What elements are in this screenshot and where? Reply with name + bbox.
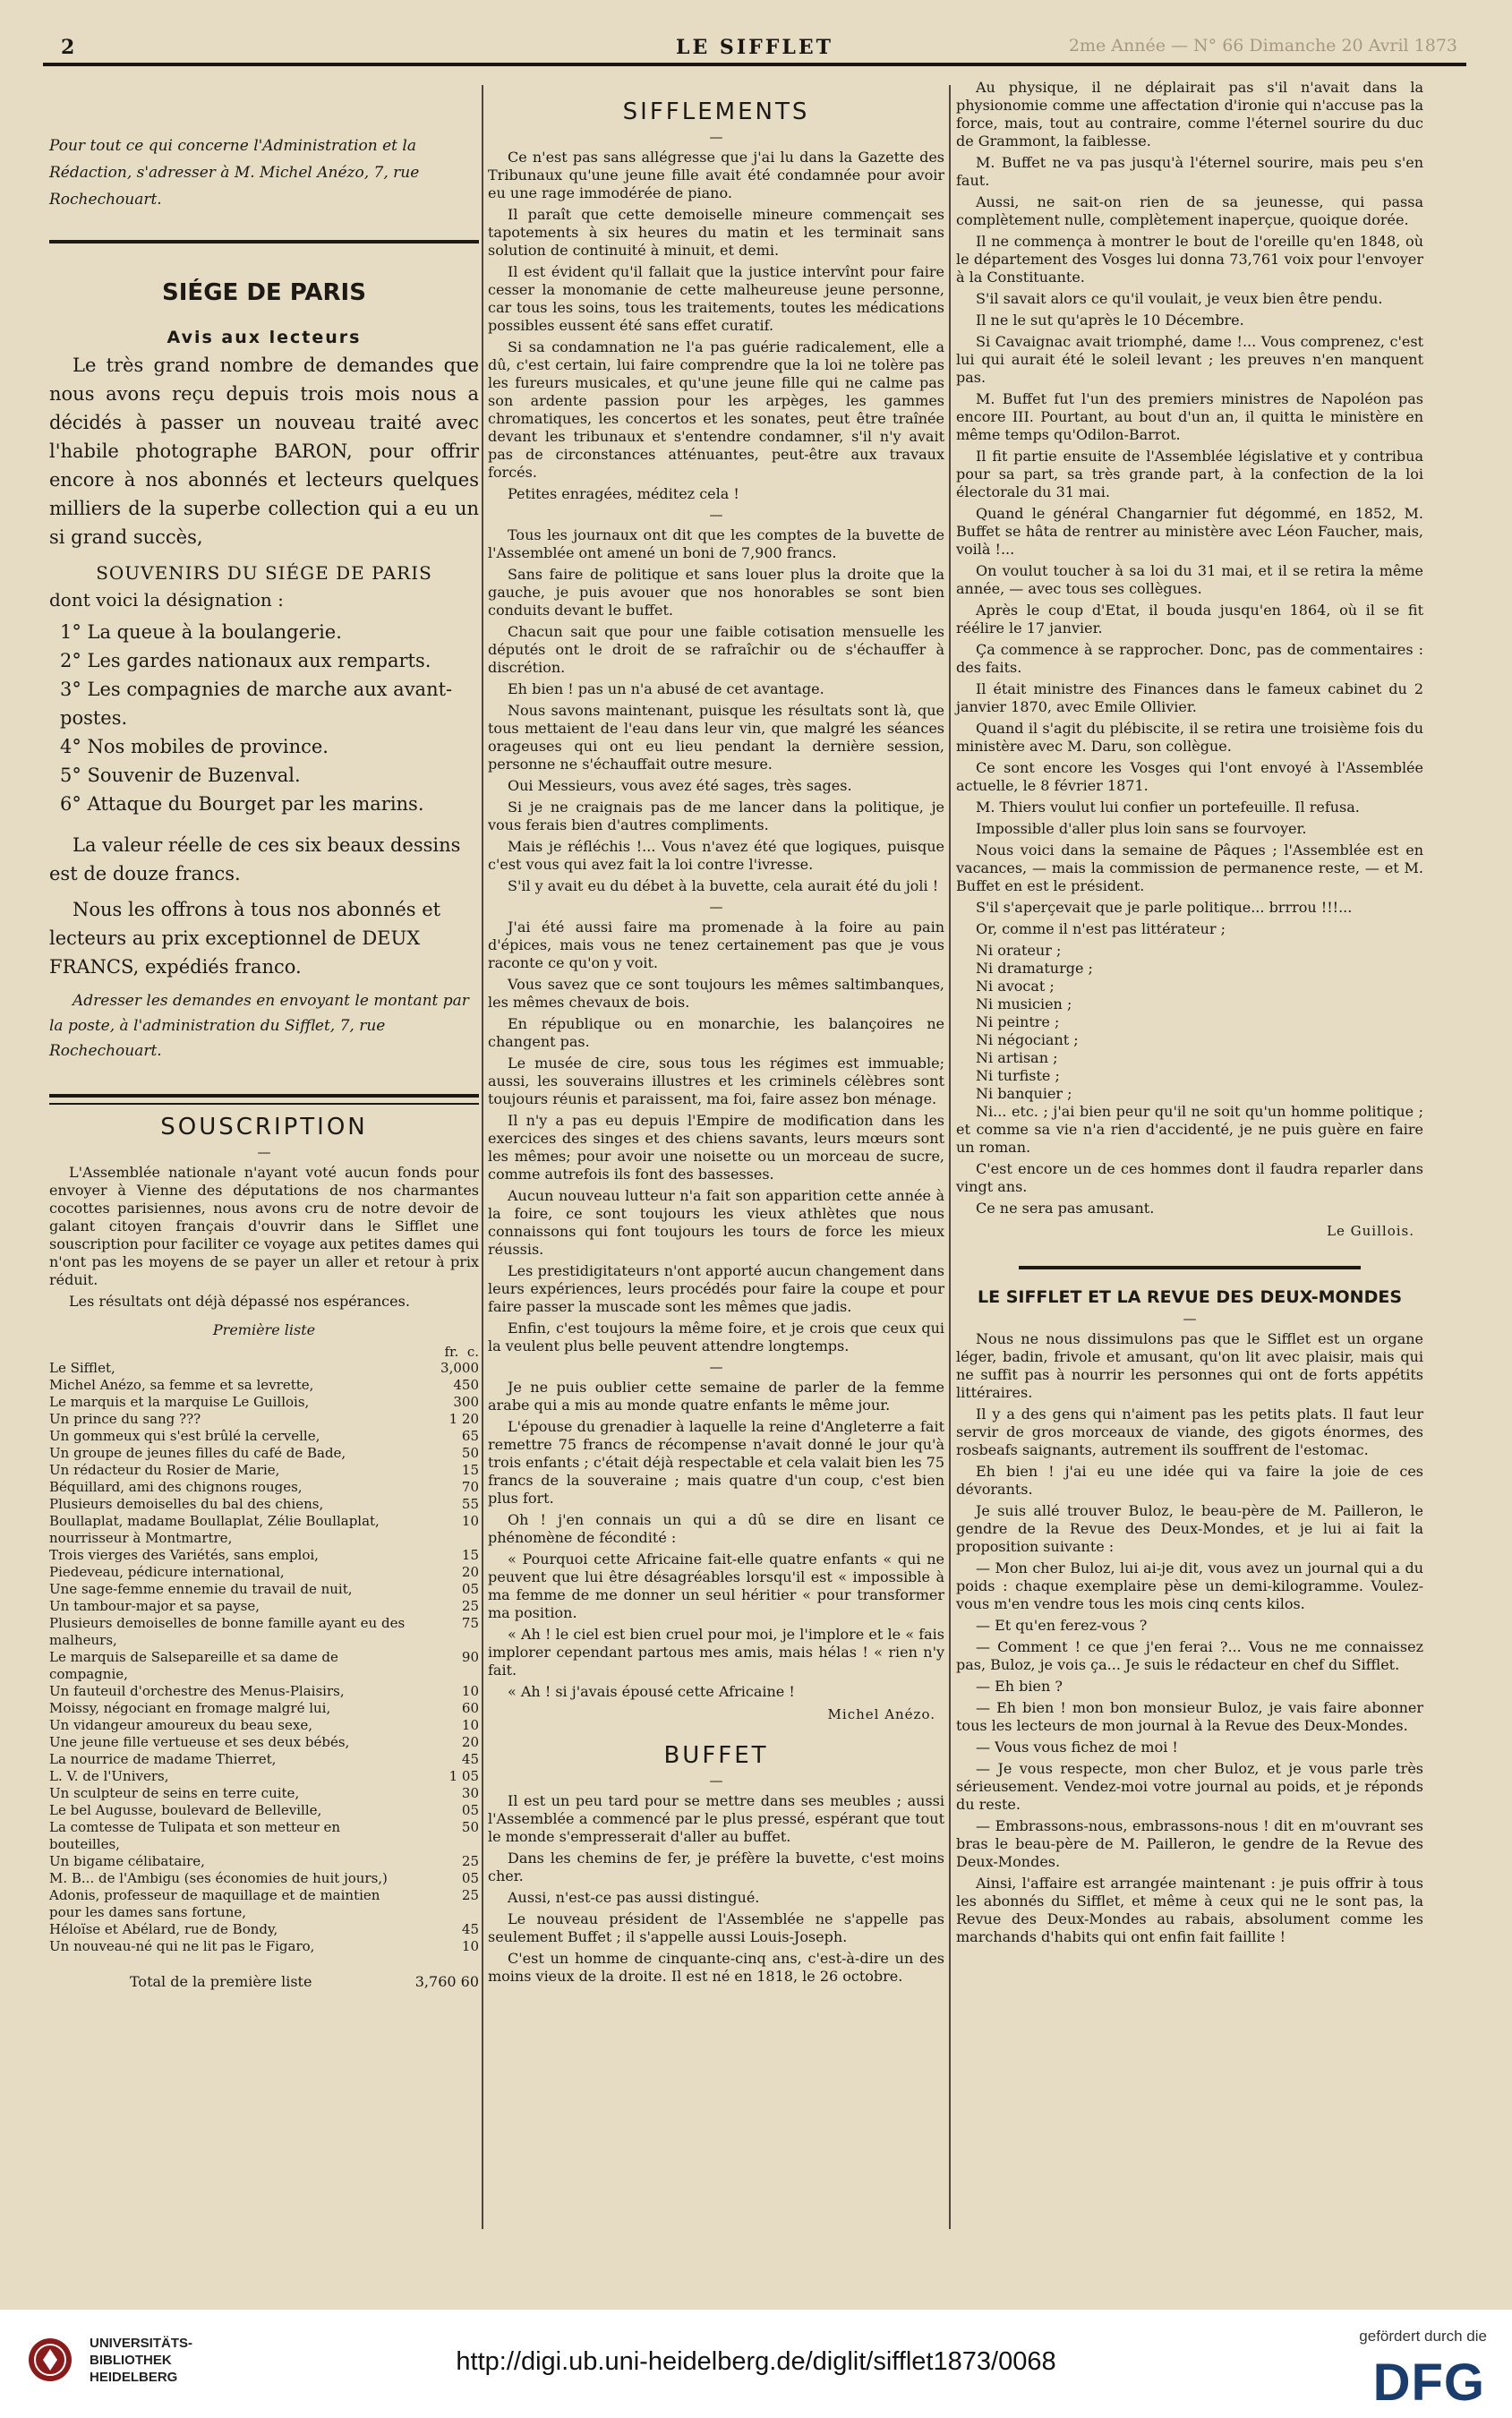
paragraph: Enfin, c'est toujours la même foire, et je crois que ceux qui la veulent plus belle peuvent attendre longtemps. (488, 1320, 944, 1354)
paragraph: Il était ministre des Finances dans le fameux cabinet du 2 janvier 1870, avec Emile Ollivier. (956, 680, 1423, 715)
subscription-entry (49, 1819, 479, 1853)
entry-amount: 25 (461, 1887, 479, 1903)
paragraph: Oui Messieurs, vous avez été sages, très sages. (508, 777, 852, 794)
entry-amount: 90 (461, 1649, 479, 1665)
entry-name: Un vidangeur amoureux du beau sexe, (49, 1717, 312, 1733)
ni-list (956, 942, 1423, 1103)
subscription-entry (49, 1462, 479, 1479)
paragraph: C'est un homme de cinquante-cinq ans, c'est-à-dire un des moins vieux de la droite. Il est né en 1818, le 26 octobre. (488, 1950, 944, 1985)
paragraph: Or, comme il n'est pas littérateur ; (976, 920, 1226, 937)
subscription-entry (49, 1683, 479, 1700)
section-rule (49, 240, 479, 244)
entry-amount: 3,000 (440, 1360, 479, 1376)
subscription-entry (49, 1598, 479, 1615)
entry-name: Un sculpteur de seins en terre cuite, (49, 1785, 300, 1801)
paragraph: Il est évident qu'il fallait que la justice intervînt pour faire cesser la monomanie de cette malheureuse jeune personne, car tous les soins, tous les traitements, toutes les médications possibles eussent été sans effet curatif. (488, 263, 944, 334)
souvenir-item: 6° Attaque du Bourget par les marins. (60, 793, 424, 815)
paragraph: Petites enragées, méditez cela ! (508, 485, 739, 502)
paragraph: — Eh bien ? (976, 1678, 1063, 1695)
dash-separator: — (709, 507, 723, 523)
dash-separator: — (257, 1144, 271, 1160)
subscription-entry (49, 1377, 479, 1394)
entry-amount: 45 (461, 1751, 479, 1767)
subscription-entry (49, 1802, 479, 1819)
dfg-logo: DFG (1372, 2354, 1485, 2412)
souvenir-item: 4° Nos mobiles de province. (60, 736, 329, 757)
subscription-entry (49, 1751, 479, 1768)
entry-name: Trois vierges des Variétés, sans emploi, (49, 1547, 319, 1563)
entry-amount: 05 (461, 1581, 479, 1597)
valeur-text: La valeur réelle de ces six beaux dessins est de douze francs. (49, 834, 461, 884)
entry-amount: 70 (461, 1479, 479, 1495)
dash-separator: — (709, 899, 723, 915)
page-header (43, 34, 1466, 66)
subscription-entry (49, 1785, 479, 1802)
source-url[interactable]: http://digi.ub.uni-heidelberg.de/diglit/sifflet1873/0068 (456, 2347, 1056, 2376)
page-number: 2 (61, 36, 75, 59)
entry-name: Moissy, négociant en fromage malgré lui, (49, 1700, 331, 1716)
subscription-entry (49, 1479, 479, 1496)
souvenirs-title: SOUVENIRS DU SIÉGE DE PARIS (96, 562, 432, 584)
entry-name: Le marquis et la marquise Le Guillois, (49, 1394, 310, 1410)
subscription-entry (49, 1581, 479, 1598)
signature-guillois: Le Guillois. (1327, 1223, 1414, 1239)
section-rule (1019, 1266, 1361, 1269)
subscription-entry (49, 1360, 479, 1377)
entry-amount: 30 (461, 1785, 479, 1801)
souscription-title: SOUSCRIPTION (160, 1114, 368, 1141)
entry-name: Un nouveau-né qui ne lit pas le Figaro, (49, 1938, 315, 1954)
entry-amount: 10 (461, 1717, 479, 1733)
subscription-entry (49, 1938, 479, 1955)
unit-fr: fr. (444, 1344, 459, 1360)
funded-by-label: gefördert durch die (1359, 2328, 1487, 2345)
column-3 (956, 79, 1423, 1950)
entry-amount: 05 (461, 1870, 479, 1886)
section-rule-thin (49, 1103, 479, 1105)
sifflements-block-a (488, 149, 944, 503)
entry-name: Le Sifflet, (49, 1360, 115, 1376)
entry-name: Béquillard, ami des chignons rouges, (49, 1479, 303, 1495)
column-divider (482, 85, 483, 2229)
subscription-list (49, 1360, 479, 1955)
sifflements-block-c (488, 918, 944, 1355)
entry-amount: 10 (461, 1938, 479, 1954)
paragraph: Tous les journaux ont dit que les comptes de la buvette de l'Assemblée ont amené un boni de 7,900 francs. (488, 526, 944, 561)
paragraph: Il y a des gens qui n'aiment pas les petits plats. Il faut leur servir de gros morceaux de viande, des gigots énormes, des rosbeafs saignants, autrement ils souffrent de l'estomac. (956, 1406, 1423, 1458)
issue-info: 2me Année — N° 66 Dimanche 20 Avril 1873 (1068, 36, 1457, 56)
subscription-entry (49, 1768, 479, 1785)
sifflements-title: SIFFLEMENTS (622, 98, 810, 125)
buffet-continued (956, 79, 1423, 938)
paragraph: « Pourquoi cette Africaine fait-elle quatre enfants « qui ne peuvent que lui être désagréables lorsqu'il est « impossible à ma femme de me donner un seul héritier « pour transformer ma position. (488, 1551, 944, 1621)
entry-name: Le bel Augusse, boulevard de Belleville, (49, 1802, 322, 1818)
subscription-entry (49, 1870, 479, 1887)
entry-name: Le marquis de Salsepareille et sa dame de compagnie, (49, 1649, 338, 1682)
souvenir-item: 2° Les gardes nationaux aux remparts. (60, 650, 431, 671)
section-rule (49, 1094, 479, 1098)
entry-amount: 65 (461, 1428, 479, 1444)
avis-text: Le très grand nombre de demandes que nous avons reçu depuis trois mois nous a décidés à passer un nouveau traité avec l'habile photographe BARON, pour offrir encore à nos abonnés et lecteurs quelques milliers de la superbe collection qui a eu un si grand succès, (49, 355, 479, 548)
entry-name: Adonis, professeur de maquillage et de maintien pour les dames sans fortune, (49, 1887, 380, 1920)
paragraph: Ce n'est pas sans allégresse que j'ai lu dans la Gazette des Tribunaux qu'une jeune fille avait été condamnée pour avoir eu une rage immodérée de piano. (488, 149, 944, 201)
paragraph: En république ou en monarchie, les balançoires ne changent pas. (488, 1015, 944, 1050)
paragraph: Impossible d'aller plus loin sans se fourvoyer. (976, 820, 1307, 837)
paragraph: Chacun sait que pour une faible cotisation mensuelle les députés ont le droit de se rafraîchir ou de s'échauffer à discrétion. (488, 623, 944, 676)
paragraph: Le nouveau président de l'Assemblée ne s'appelle pas seulement Buffet ; il s'appelle aussi Louis-Joseph. (488, 1910, 944, 1945)
entry-name: M. B... de l'Ambigu (ses économies de huit jours,) (49, 1870, 388, 1886)
subscription-entry (49, 1445, 479, 1462)
header-rule (43, 63, 1466, 66)
siege-title: SIÉGE DE PARIS (162, 279, 366, 306)
paragraph: Ce sont encore les Vosges qui l'ont envoyé à l'Assemblée actuelle, le 8 février 1871. (956, 759, 1423, 794)
paragraph: Après le coup d'Etat, il bouda jusqu'en 1864, où il se fit réélire le 17 janvier. (956, 602, 1423, 637)
dash-separator: — (1183, 1311, 1197, 1327)
entry-name: Un tambour-major et sa payse, (49, 1598, 261, 1614)
paragraph: M. Buffet fut l'un des premiers ministres de Napoléon pas encore III. Pourtant, au bout d'un an, il quitta le ministère en même temps qu'Odilon-Barrot. (956, 390, 1423, 443)
entry-name: Un bigame célibataire, (49, 1853, 205, 1869)
paragraph: M. Thiers voulut lui confier un portefeuille. Il refusa. (976, 799, 1360, 816)
paragraph: Ça commence à se rapprocher. Donc, pas de commentaires : des faits. (956, 641, 1423, 676)
total-row (49, 1973, 479, 1990)
subscription-entry (49, 1513, 479, 1547)
subscription-entry (49, 1411, 479, 1428)
paragraph: Il ne le sut qu'après le 10 Décembre. (976, 312, 1244, 329)
buffet-title: BUFFET (663, 1742, 769, 1769)
revue-text (956, 1330, 1423, 1946)
paragraph: Oh ! j'en connais un qui a dû se dire en lisant ce phénomène de fécondité : (488, 1511, 944, 1546)
ni-item: Ni peintre ; (976, 1013, 1060, 1030)
adresser-text: Adresser les demandes en envoyant le montant par la poste, à l'administration du Sifflet, 7, rue Rochechouart. (49, 992, 469, 1060)
footer-bar (0, 2310, 1512, 2418)
column-divider (949, 85, 951, 2229)
souscription-text: L'Assemblée nationale n'ayant voté aucun fonds pour envoyer à Vienne des députations de nos charmantes cocottes parisiennes, nous avons cru de notre devoir de galant citoyen français d'ouvrir dans le Sifflet une souscription pour faciliter ce voyage aux petites dames qui n'ont pas les moyens de se payer un aller et retour à prix réduit. (49, 1164, 479, 1288)
subscription-entry (49, 1887, 479, 1921)
paragraph: Quand il s'agit du plébiscite, il se retira une troisième fois du ministère avec M. Daru, son collègue. (956, 720, 1423, 755)
paragraph: Je suis allé trouver Buloz, le beau-père de M. Pailleron, le gendre de la Revue des Deux-Mondes, et je lui ai fait la proposition suivante : (956, 1502, 1423, 1555)
entry-amount: 25 (461, 1598, 479, 1614)
ni-item: Ni avocat ; (976, 978, 1055, 995)
subscription-entry (49, 1564, 479, 1581)
entry-amount: 15 (461, 1462, 479, 1478)
paragraph: L'épouse du grenadier à laquelle la reine d'Angleterre a fait remettre 75 francs de récompense n'avait donné le jour qu'à trois enfants ; c'était déjà respectable et cela valait bien les 75 francs de la souveraine ; mais quatre d'un coup, c'est bien plus fort. (488, 1418, 944, 1507)
subscription-entry (49, 1394, 479, 1411)
subscription-entry (49, 1496, 479, 1513)
paragraph: Quand le général Changarnier fut dégommé, en 1852, M. Buffet se hâta de rentrer au ministère avec Léon Faucher, mais, voilà !... (956, 505, 1423, 558)
subscription-entry (49, 1717, 479, 1734)
paragraph: Si je ne craignais pas de me lancer dans la politique, je vous ferais bien d'autres compliments. (488, 799, 944, 833)
paragraph: Eh bien ! j'ai eu une idée qui va faire la joie de ces dévorants. (956, 1463, 1423, 1498)
dash-separator: — (709, 129, 723, 145)
paragraph: S'il y avait eu du débet à la buvette, cela aurait été du joli ! (508, 877, 939, 894)
entry-amount: 50 (461, 1445, 479, 1461)
paragraph: Les prestidigitateurs n'ont apporté aucun changement dans leurs expériences, leurs procédés pour faire la coupe et pour faire passer la muscade sont les mêmes que jadis. (488, 1262, 944, 1315)
buffet-text (488, 1792, 944, 1986)
entry-amount: 25 (461, 1853, 479, 1869)
paragraph: « Ah ! le ciel est bien cruel pour moi, je l'implore et le « fais implorer cependant partous mes amis, mais hélas ! « rien n'y fait. (488, 1626, 944, 1679)
university-line: BIBLIOTHEK (90, 2353, 172, 2368)
university-line: UNIVERSITÄTS- (90, 2336, 193, 2351)
entry-name: Boullaplat, madame Boullaplat, Zélie Boullaplat, nourrisseur à Montmartre, (49, 1513, 380, 1546)
paragraph: Nous ne nous dissimulons pas que le Sifflet est un organe léger, badin, frivole et amusant, qu'on lit avec plaisir, mais qui ne suffit pas à nourrir les personnes qui ont de forts appétits littéraires. (956, 1330, 1423, 1401)
ni-item: Ni banquier ; (976, 1085, 1072, 1102)
paragraph: Ni... etc. ; j'ai bien peur qu'il ne soit qu'un homme politique ; et comme sa vie n'a rien d'accidenté, je ne puis guère en faire un roman. (956, 1103, 1423, 1156)
paragraph: Aussi, n'est-ce pas aussi distingué. (508, 1889, 760, 1906)
paragraph: — Et qu'en ferez-vous ? (976, 1617, 1148, 1634)
university-line: HEIDELBERG (90, 2370, 178, 2385)
paragraph: Dans les chemins de fer, je préfère la buvette, c'est moins cher. (488, 1850, 944, 1884)
paragraph: — Embrassons-nous, embrassons-nous ! dit en m'ouvrant ses bras le beau-père de M. Pailleron, le gendre de la Revue des Deux-Mondes. (956, 1817, 1423, 1870)
paragraph: — Je vous respecte, mon cher Buloz, et je vous parle très sérieusement. Vendez-moi votre journal au poids, et je réponds du reste. (956, 1760, 1423, 1813)
paragraph: J'ai été aussi faire ma promenade à la foire au pain d'épices, mais vous ne tenez certainement pas que je vous raconte ce qu'on y voit. (488, 918, 944, 971)
entry-amount: 1 05 (448, 1768, 479, 1784)
amount-units (49, 1344, 479, 1360)
entry-amount: 10 (461, 1513, 479, 1529)
entry-amount: 50 (461, 1819, 479, 1835)
avis-title: Avis aux lecteurs (167, 328, 362, 347)
entry-name: Un rédacteur du Rosier de Marie, (49, 1462, 280, 1478)
paragraph: Il est un peu tard pour se mettre dans ses meubles ; aussi l'Assemblée a commencé par le plus pressé, espérant que tout le monde s'empresserait d'aller au buffet. (488, 1792, 944, 1845)
paragraph: M. Buffet ne va pas jusqu'à l'éternel sourire, mais peu s'en faut. (956, 154, 1423, 189)
paragraph: — Mon cher Buloz, lui ai-je dit, vous avez un journal qui a du poids : chaque exemplaire pèse un demi-kilogramme. Voulez-vous m'en vendre tous les mois cinq cents kilos. (956, 1559, 1423, 1612)
paragraph: Sans faire de politique et sans louer plus la droite que la gauche, je puis avouer que nos honorables se sont bien conduits devant le buffet. (488, 566, 944, 619)
resultats-text: Les résultats ont déjà dépassé nos espérances. (69, 1293, 410, 1310)
paragraph: Nous voici dans la semaine de Pâques ; l'Assemblée est en vacances, — mais la commission de permanence reste, — et M. Buffet en est le président. (956, 842, 1423, 894)
paragraph: Eh bien ! pas un n'a abusé de cet avantage. (508, 680, 824, 697)
entry-amount: 05 (461, 1802, 479, 1818)
paragraph: Aussi, ne sait-on rien de sa jeunesse, qui passa complètement nulle, complètement inaperçue, quoique dorée. (956, 193, 1423, 228)
revue-title: LE SIFFLET ET LA REVUE DES DEUX-MONDES (978, 1287, 1402, 1307)
paragraph: Vous savez que ce sont toujours les mêmes saltimbanques, les mêmes chevaux de bois. (488, 976, 944, 1011)
liste-title: Première liste (212, 1321, 316, 1338)
subscription-entry (49, 1428, 479, 1445)
entry-name: Un gommeux qui s'est brûlé la cervelle, (49, 1428, 320, 1444)
paragraph: Ainsi, l'affaire est arrangée maintenant : je puis offrir à tous les abonnés du Sifflet, et même à ceux qui ne le sont pas, la Revue des Deux-Mondes au rabais, absolument comme les marchands d'habits qui ont enfin fait faillite ! (956, 1875, 1423, 1945)
subscription-entry (49, 1921, 479, 1938)
offre-text: Nous les offrons à tous nos abonnés et lecteurs au prix exceptionnel de DEUX FRANCS, expédiés franco. (49, 899, 441, 978)
entry-amount: 10 (461, 1683, 479, 1699)
paragraph: Au physique, il ne déplairait pas s'il n'avait dans la physionomie comme une affectation d'ironie qui n'accuse pas la force, mais, tout au contraire, comme l'éternel sourire du duc de Grammont, la faiblesse. (956, 79, 1423, 150)
admin-note: Pour tout ce qui concerne l'Administration et la Rédaction, s'adresser à M. Michel Anézo, 7, rue Rochechouart. (49, 137, 420, 209)
paragraph: Si sa condamnation ne l'a pas guérie radicalement, elle a dû, c'est certain, lui faire comprendre que la loi ne tolère pas les fureurs musicales, et qu'une jeune fille qui ne calme pas son ardente passion pour les arpèges, les gammes chromatiques, les concertos et les sonates, peut être traînée devant les tribunaux et s'entendre condamner, s'il n'y avait pas de circonstances atténuantes, peut-être aux travaux forcés. (488, 338, 944, 481)
entry-amount: 20 (461, 1564, 479, 1580)
ni-item: Ni dramaturge ; (976, 960, 1093, 977)
entry-name: Héloïse et Abélard, rue de Bondy, (49, 1921, 278, 1937)
entry-name: Un fauteuil d'orchestre des Menus-Plaisirs, (49, 1683, 345, 1699)
entry-name: Une sage-femme ennemie du travail de nuit, (49, 1581, 353, 1597)
ni-item: Ni turfiste ; (976, 1067, 1060, 1084)
signature-anezo: Michel Anézo. (827, 1706, 935, 1722)
entry-amount: 45 (461, 1921, 479, 1937)
paragraph: S'il savait alors ce qu'il voulait, je veux bien être pendu. (976, 290, 1383, 307)
unit-c: c. (466, 1344, 479, 1360)
entry-name: Une jeune fille vertueuse et ses deux bébés, (49, 1734, 350, 1750)
souvenirs-list (49, 618, 479, 818)
paragraph: Il fit partie ensuite de l'Assemblée législative et y contribua pour sa part, sa très grande part, à la confection de la loi électorale du 31 mai. (956, 448, 1423, 500)
subscription-entry (49, 1615, 479, 1649)
dash-separator: — (709, 1359, 723, 1375)
sifflements-block-d (488, 1379, 944, 1701)
paragraph: Si Cavaignac avait triomphé, dame !... Vous comprenez, c'est lui qui aurait été le soleil levant ; les preuves n'en manquent pas. (956, 333, 1423, 386)
souvenir-item: 3° Les compagnies de marche aux avant-postes. (60, 679, 453, 729)
entry-amount: 300 (453, 1394, 479, 1410)
entry-name: Plusieurs demoiselles de bonne famille ayant eu des malheurs, (49, 1615, 406, 1648)
subscription-entry (49, 1853, 479, 1870)
paragraph: Il paraît que cette demoiselle mineure commençait ses tapotements à six heures du matin et les terminait sans solution de continuité à minuit, et demi. (488, 206, 944, 259)
entry-name: Un groupe de jeunes filles du café de Bade, (49, 1445, 346, 1461)
paragraph: — Vous vous fichez de moi ! (976, 1739, 1178, 1756)
designation: dont voici la désignation : (49, 589, 284, 611)
ni-item: Ni négociant ; (976, 1031, 1079, 1048)
paragraph: Le musée de cire, sous tous les régimes est immuable; aussi, les souverains illustres et les criminels célèbres sont toujours réunis et paraissent, ma foi, faire assez bon ménage. (488, 1055, 944, 1107)
paragraph: C'est encore un de ces hommes dont il faudra reparler dans vingt ans. (956, 1160, 1423, 1195)
entry-amount: 20 (461, 1734, 479, 1750)
paragraph: Il ne commença à montrer le bout de l'oreille qu'en 1848, où le département des Vosges lui donna 73,761 voix pour l'envoyer à la Constituante. (956, 233, 1423, 286)
dash-separator: — (709, 1773, 723, 1789)
ni-item: Ni musicien ; (976, 995, 1072, 1012)
column-2 (488, 79, 944, 1989)
paragraph: Il n'y a pas eu depuis l'Empire de modification dans les exercices des singes et des chiens savants, leurs mœurs sont les mêmes; pour avoir une noisette ou un morceau de sucre, comme autrefois ils font des bassesses. (488, 1112, 944, 1183)
entry-name: La comtesse de Tulipata et son metteur en bouteilles, (49, 1819, 341, 1852)
subscription-entry (49, 1649, 479, 1683)
souvenir-item: 5° Souvenir de Buzenval. (60, 765, 301, 786)
paragraph: Je ne puis oublier cette semaine de parler de la femme arabe qui a mis au monde quatre enfants le même jour. (488, 1379, 944, 1414)
subscription-entry (49, 1734, 479, 1751)
entry-name: Un prince du sang ??? (49, 1411, 201, 1427)
ni-item: Ni orateur ; (976, 942, 1062, 959)
paragraph: Ce ne sera pas amusant. (976, 1200, 1155, 1217)
entry-amount: 1 20 (448, 1411, 479, 1427)
paragraph: Aucun nouveau lutteur n'a fait son apparition cette année à la foire, ce sont toujours les vieux athlètes que nous connaissons qui font toujours les tours de force les mieux réussis. (488, 1187, 944, 1258)
total-value: 3,760 60 (414, 1973, 479, 1990)
paragraph: « Ah ! si j'avais épousé cette Africaine ! (508, 1683, 795, 1700)
ni-item: Ni artisan ; (976, 1049, 1058, 1066)
paragraph: Mais je réfléchis !... Vous n'avez été que logiques, puisque c'est vous qui avez fait la loi contre l'ivresse. (488, 838, 944, 873)
newspaper-title: LE SIFFLET (676, 36, 833, 59)
souvenir-item: 1° La queue à la boulangerie. (60, 621, 342, 643)
entry-amount: 450 (453, 1377, 479, 1393)
entry-amount: 15 (461, 1547, 479, 1563)
paragraph: — Comment ! ce que j'en ferai ?... Vous ne me connaissez pas, Buloz, je vois ça... Je suis le rédacteur en chef du Sifflet. (956, 1638, 1423, 1673)
entry-name: La nourrice de madame Thierret, (49, 1751, 277, 1767)
buffet-conclusion (956, 1103, 1423, 1218)
entry-name: Plusieurs demoiselles du bal des chiens, (49, 1496, 324, 1512)
entry-name: Michel Anézo, sa femme et sa levrette, (49, 1377, 314, 1393)
paragraph: S'il s'aperçevait que je parle politique... brrrou !!!... (976, 899, 1353, 916)
paragraph: — Eh bien ! mon bon monsieur Buloz, je vais faire abonner tous les lecteurs de mon journal à la Revue des Deux-Mondes. (956, 1699, 1423, 1734)
entry-name: L. V. de l'Univers, (49, 1768, 169, 1784)
paragraph: Nous savons maintenant, puisque les résultats sont là, que tous mettaient de l'eau dans leur vin, que malgré les séances orageuses qui ont eu lieu pendant la dernière session, personne ne s'échauffait outre mesure. (488, 702, 944, 773)
sifflements-block-b (488, 526, 944, 895)
total-label: Total de la première liste (130, 1973, 312, 1990)
entry-name: Piedeveau, pédicure international, (49, 1564, 285, 1580)
paragraph: On voulut toucher à sa loi du 31 mai, et il se retira la même année, — avec tous ses collègues. (956, 562, 1423, 597)
column-1 (49, 79, 479, 1990)
entry-amount: 60 (461, 1700, 479, 1716)
subscription-entry (49, 1700, 479, 1717)
entry-amount: 75 (461, 1615, 479, 1631)
entry-amount: 55 (461, 1496, 479, 1512)
subscription-entry (49, 1547, 479, 1564)
